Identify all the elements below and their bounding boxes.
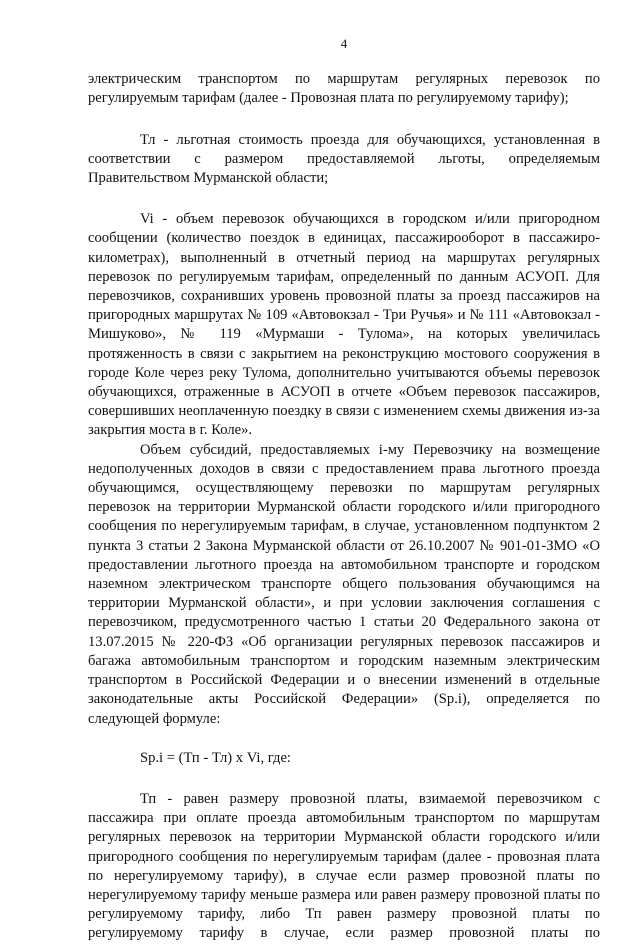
page-number: 4 <box>340 36 348 51</box>
paragraph-tl-definition: Тл - льготная стоимость проезда для обучающихся, установленная в соответствии с размером предоставляемой льготы, определяемым Правительством Мурманской области; <box>88 131 600 187</box>
paragraph-subsidy-volume: Объем субсидий, предоставляемых i-му Перевозчику на возмещение недополученных доходов в связи с предоставлением права льготного проезда обучающимся, осуществляющему перевозки по маршрутам регулярных перевозок на территории Мурманской области городского и/или пригородного сообщения по нерегулируемым тарифам, в случае, установленном подпунктом 2 пункта 3 статьи 2 Закона Мурманской области от 26.10.2007 № 901-01-ЗМО «О предоставлении льготного проезда на автомобильном транспорте и городском наземном электрическом транспорте общего пользования обучающимся на территории Мурманской области», и при условии заключения соглашения с перевозчиком, предусмотренного частью 1 статьи 20 Федерального закона от 13.07.2015 № 220-ФЗ «Об организации регулярных перевозок пассажиров и багажа автомобильным транспортом и городским наземным электрическим транспортом в Российской Федерации и о внесении изменений в отдельные законодательные акты Российской Федерации» (Sp.i), определяется по следующей формуле: <box>88 441 600 727</box>
formula-spi: Sp.i = (Тп - Тл) х Vi, где: <box>140 749 291 766</box>
paragraph-tp-definition: Тп - равен размеру провозной платы, взимаемой перевозчиком с пассажира при оплате проезда автомобильным транспортом по маршрутам регулярных перевозок на территории Мурманской области городского и/или пригородного сообщения по нерегулируемым тарифам (далее - провозная плата по нерегулируемому тарифу), в случае если размер провозной платы по нерегулируемому тарифу меньше размера или равен размеру провозной платы по регулируемому тарифу, либо Тп равен размеру провозной платы по регулируемому тарифу в случае, если размер провозной платы по <box>88 790 600 942</box>
document-page <box>88 22 600 944</box>
paragraph-vi-definition: Vi - объем перевозок обучающихся в городском и/или пригородном сообщении (количество поездок в единицах, пассажирооборот в пассажиро-километрах), выполненный в отчетный период на маршрутах регулярных перевозок по регулируемым тарифам, определенный по данным АСУОП. Для перевозчиков, сохранивших уровень провозной платы за проезд пассажиров на пригородных маршрутах № 109 «Автовокзал - Три Ручья» и № 111 «Автовокзал - Мишуково», № 119 «Мурмаши - Тулома», на которых увеличилась протяженность в связи с закрытием на реконструкцию мостового сооружения в городе Коле через реку Тулома, дополнительно учитываются объемы перевозок обучающихся, отраженные в АСУОП в отчете «Объем перевозок пассажиров, совершивших неоплаченную поездку в связи с изменением схемы движения из-за закрытия моста в г. Коле». <box>88 211 600 439</box>
paragraph-tariff-continuation: электрическим транспортом по маршрутам регулярных перевозок по регулируемым тарифам (далее - Провозная плата по регулируемому тарифу); <box>88 71 600 107</box>
